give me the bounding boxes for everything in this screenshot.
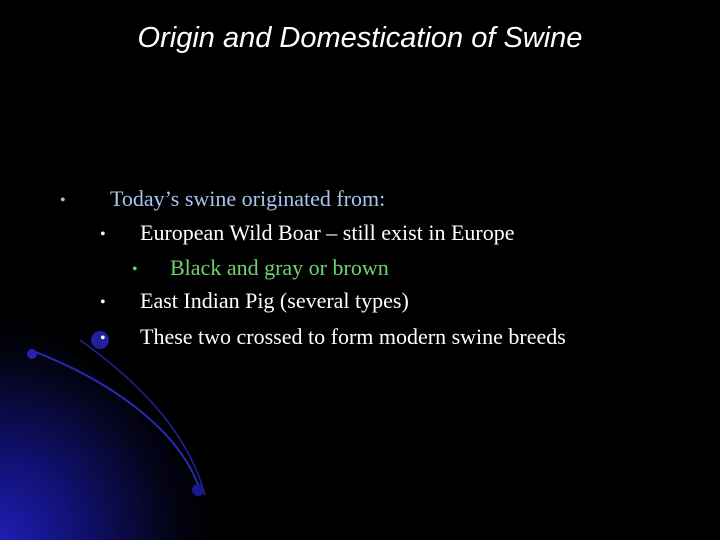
bullet-text-level2: European Wild Boar – still exist in Europe xyxy=(140,220,515,245)
orb-bottom xyxy=(192,484,204,496)
bullet-text-level3: Black and gray or brown xyxy=(170,255,389,280)
bullet-dot: • xyxy=(100,294,106,311)
bullet-dot: • xyxy=(60,192,66,209)
bullet-dot: • xyxy=(132,261,138,278)
bullet-dot: • xyxy=(100,330,106,347)
slide-title: Origin and Domestication of Swine xyxy=(137,22,583,54)
bullet-text-level2: East Indian Pig (several types) xyxy=(140,288,409,313)
bullet-text-level1: Today’s swine originated from: xyxy=(110,186,386,211)
orb-small xyxy=(27,349,37,359)
bullet-text-level2: These two crossed to form modern swine breeds xyxy=(140,324,566,349)
bullet-dot: • xyxy=(100,226,106,243)
